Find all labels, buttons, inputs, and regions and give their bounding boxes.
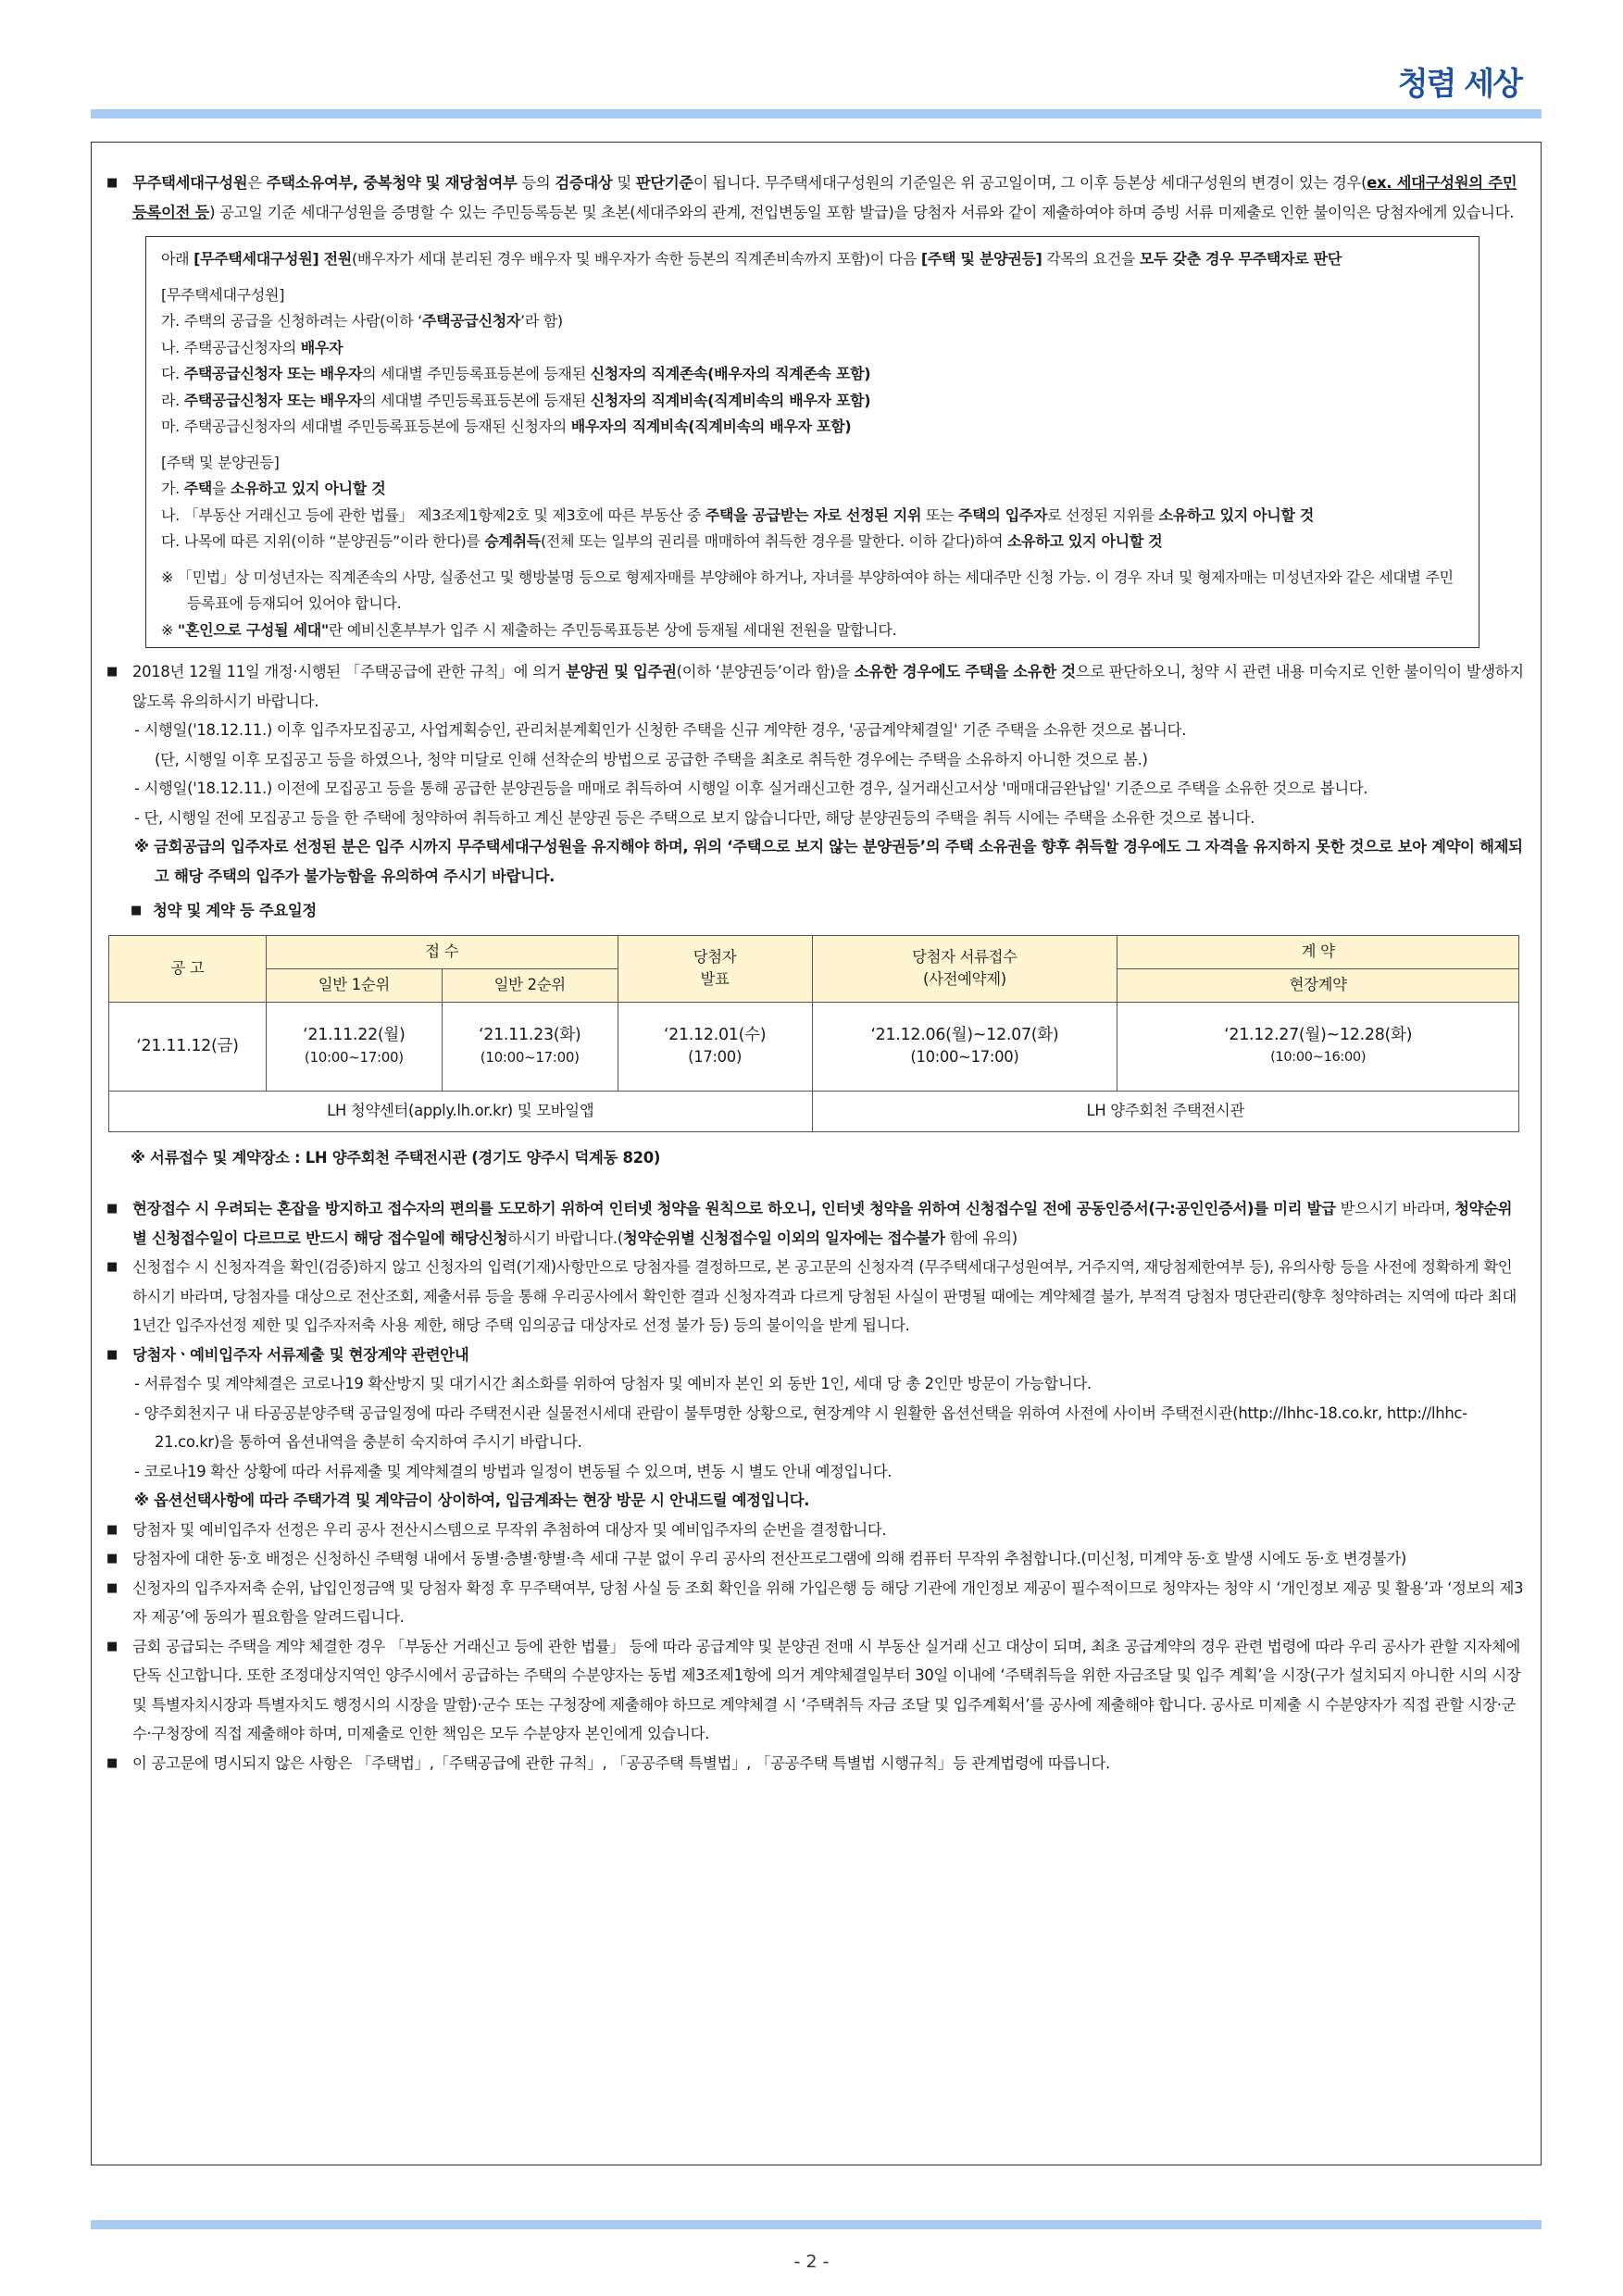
minor-note: ※ 「민법」상 미성년자는 직계존속의 사망, 실종선고 및 행방불명 등으로 형제자매를 부양해야 하거나, 자녀를 부양하여야 하는 세대주만 신청 가능. 이 경우 자녀 및 형제자매는 미성년자와 같은 세대별 주민등록표에 등재되어 있어야 합니다. bbox=[161, 568, 1454, 612]
header-accent-bar bbox=[91, 109, 1542, 119]
lottery-paragraph: ■ 당첨자 및 예비입주자 선정은 우리 공사 전산시스템으로 무작위 추첨하여 대상자 및 예비입주자의 순번을 결정합니다. bbox=[106, 1516, 1526, 1545]
footer-accent-bar bbox=[91, 2220, 1542, 2229]
header-onsite: 현장계약 bbox=[1117, 968, 1519, 1002]
rule-2018-item: (단, 시행일 이후 모집공고 등을 하였으나, 청약 미달로 인해 선착순의 방법으로 공급한 주택을 최초로 취득한 경우에는 주택을 소유하지 아니한 것으로 봄.) bbox=[155, 750, 1148, 768]
closing-paragraph: ■ 이 공고문에 명시되지 않은 사항은 「주택법」,「주택공급에 관한 규칙」, 「공공주택 특별법」, 「공공주택 특별법 시행규칙」등 관계법령에 따릅니다. bbox=[106, 1749, 1526, 1778]
schedule-table bbox=[108, 935, 1519, 1132]
criteria-item: 나. 「부동산 거래신고 등에 관한 법률」 제3조제1항제2호 및 제3호에 따른 부동산 중 주택을 공급받는 자로 선정된 지위 또는 주택의 입주자로 선정된 지위를 소유하고 있지 아니할 것 bbox=[161, 505, 1315, 524]
rule-2018-paragraph: ■ 2018년 12월 11일 개정·시행된 「주택공급에 관한 규칙」에 의거 분양권 및 입주권(이하 ‘분양권등’이라 함)을 소유한 경우에도 주택을 소유한 것으로 판단하오니, 청약 시 관련 내용 미숙지로 인한 불이익이 발생하지 않도록 유의하시기 바랍니다. bbox=[106, 657, 1526, 716]
housing-section-title: [주택 및 분양권등] bbox=[161, 453, 280, 471]
household-member-paragraph: ■ 무주택세대구성원은 주택소유여부, 중복청약 및 재당첨여부 등의 검증대상 및 판단기준이 됩니다. 무주택세대구성원의 기준일은 위 공고일이며, 그 이후 등본상 세대구성원의 변경이 있는 경우(ex. 세대구성원의 주민등록이전 등) 공고일 기준 세대구성원을 증명할 수 있는 주민등록등본 및 초본(세대주와의 관계, 전입변동일 포함 발급)을 당첨자 서류와 같이 제출하여야 하며 증빙 서류 미제출로 인한 불이익은 당첨자에게 있습니다. bbox=[106, 168, 1526, 227]
homeless-criteria-box bbox=[145, 236, 1479, 648]
guide-title: ■ 당첨자ㆍ예비입주자 서류제출 및 현장계약 관련안내 bbox=[106, 1341, 1526, 1370]
box-lead: 아래 [무주택세대구성원] 전원(배우자가 세대 분리된 경우 배우자 및 배우자가 속한 등본의 직계존비속까지 포함)이 다음 [주택 및 분양권등] 각목의 요건을 모두 갖춘 경우 무주택자로 판단 bbox=[161, 250, 1342, 268]
onsite-receipt-paragraph: ■ 현장접수 시 우려되는 혼잡을 방지하고 접수자의 편의를 도모하기 위하여 인터넷 청약을 원칙으로 하오니, 인터넷 청약을 위하여 신청접수일 전에 공동인증서(구:공인인증서)를 미리 발급 받으시기 바라며, 청약순위별 신청접수일이 다르므로 반드시 해당 접수일에 해당신청하시기 바랍니다.(청약순위별 신청접수일 이외의 일자에는 접수불가 함에 유의) bbox=[106, 1194, 1526, 1253]
winner-cell: ‘21.12.01(수) (17:00) bbox=[618, 1002, 812, 1091]
header-docs: 당첨자 서류접수 (사전예약제) bbox=[812, 935, 1117, 1002]
criteria-item: 다. 나목에 따른 지위(이하 “분양권등”이라 한다)를 승계취득(전체 또는 일부의 권리를 매매하여 취득한 경우를 말한다. 이하 같다)하여 소유하고 있지 아니할 것 bbox=[161, 532, 1163, 550]
notice-frame bbox=[91, 142, 1542, 2165]
rule-2018-item: - 단, 시행일 전에 모집공고 등을 한 주택에 청약하여 취득하고 계신 분양권 등은 주택으로 보지 않습니다만, 해당 분양권등의 주택을 취득 시에는 주택을 소유한 것으로 봅니다. bbox=[134, 808, 1255, 827]
unit-assignment-paragraph: ■ 당첨자에 대한 동·호 배정은 신청하신 주택형 내에서 동별·층별·향별·측 세대 구분 없이 우리 공사의 전산프로그램에 의해 컴퓨터 무작위 추첨합니다.(미신청, 미계약 동·호 발생 시에도 동·호 변경불가) bbox=[106, 1544, 1526, 1574]
site-note: ※ 서류접수 및 계약장소 : LH 양주회천 주택전시관 (경기도 양주시 덕계동 820) bbox=[131, 1148, 661, 1167]
clean-world-logo bbox=[1398, 57, 1521, 104]
rule-2018-item: - 시행일('18.12.11.) 이전에 모집공고 등을 통해 공급한 분양권등을 매매로 취득하여 시행일 이후 실거래신고한 경우, 실거래신고서상 '매매대금완납일' 기준으로 주택을 소유한 것으로 봅니다. bbox=[134, 780, 1368, 797]
criteria-item: 라. 주택공급신청자 또는 배우자의 세대별 주민등록표등본에 등재된 신청자의 직계비속(직계비속의 배우자 포함) bbox=[161, 391, 871, 409]
newlywed-note: ※ "혼인으로 구성될 세대"란 예비신혼부부가 입주 시 제출하는 주민등록표등본 상에 등재될 세대원 전원을 말합니다. bbox=[161, 620, 897, 639]
privacy-paragraph: ■ 신청자의 입주자저축 순위, 납입인정금액 및 당첨자 확정 후 무주택여부, 당첨 사실 등 조회 확인을 위해 가입은행 등 해당 기관에 개인정보 제공이 필수적이므로 청약자는 청약 시 ‘개인정보 제공 및 활용’과 ‘정보의 제3자 제공’에 동의가 필요함을 알려드립니다. bbox=[106, 1574, 1526, 1632]
header-rank1: 일반 1순위 bbox=[266, 968, 442, 1002]
guide-item: - 코로나19 확산 상황에 따라 서류제출 및 계약체결의 방법과 일정이 변동될 수 있으며, 변동 시 별도 안내 예정입니다. bbox=[134, 1462, 893, 1480]
guide-item: - 양주회천지구 내 타공공분양주택 공급일정에 따라 주택전시관 실물전시세대 관람이 불투명한 상황으로, 현장계약 시 원활한 옵션선택을 위하여 사전에 사이버 주택전시관(http://lhhc-18.co.kr, http://lhhc-21.co.kr)을 통하여 옵션내역을 충분히 숙지하여 주시기 바랍니다. bbox=[134, 1404, 1467, 1451]
header-receipt: 접 수 bbox=[266, 935, 618, 968]
rule-2018-item: - 시행일('18.12.11.) 이후 입주자모집공고, 사업계획승인, 관리처분계획인가 신청한 주택을 신규 계약한 경우, '공급계약체결일' 기준 주택을 소유한 것으로 봅니다. bbox=[134, 721, 1187, 739]
docs-cell: ‘21.12.06(월)~12.07(화) (10:00~17:00) bbox=[812, 1002, 1117, 1091]
notice-date: ‘21.11.12(금) bbox=[109, 1002, 267, 1091]
site-channel: LH 양주회천 주택전시관 bbox=[812, 1091, 1519, 1131]
criteria-item: 가. 주택의 공급을 신청하려는 사람(이하 ‘주택공급신청자’라 함) bbox=[161, 312, 563, 330]
rank1-cell: ‘21.11.22(월) (10:00~17:00) bbox=[266, 1002, 442, 1091]
criteria-item: 나. 주택공급신청자의 배우자 bbox=[161, 338, 343, 356]
household-section-title: [무주택세대구성원] bbox=[161, 285, 285, 304]
rank2-cell: ‘21.11.23(화) (10:00~17:00) bbox=[442, 1002, 618, 1091]
guide-note: ※ 옵션선택사항에 따라 주택가격 및 계약금이 상이하여, 입금계좌는 현장 방문 시 안내드릴 예정입니다. bbox=[134, 1491, 810, 1509]
logo-text: 청렴 세상 bbox=[1397, 65, 1521, 103]
verification-paragraph: ■ 신청접수 시 신청자격을 확인(검증)하지 않고 신청자의 입력(기재)사항만으로 당첨자를 결정하므로, 본 공고문의 신청자격 (무주택세대구성원여부, 거주지역, 재당첨제한여부 등), 유의사항 등을 사전에 정확하게 확인하시기 바라며, 당첨자를 대상으로 전산조회, 제출서류 등을 통해 우리공사에서 확인한 결과 신청자격과 다르게 당첨된 사실이 판명될 때에는 계약체결 불가, 부적격 당첨자 명단관리(향후 청약하려는 지역에 따라 최대 1년간 입주자선정 제한 및 입주자저축 사용 제한, 해당 주택 임의공급 대상자로 선정 불가 등) 등의 불이익을 받게 됩니다. bbox=[106, 1253, 1526, 1341]
header-notice: 공 고 bbox=[109, 935, 267, 1002]
header-winner: 당첨자 발표 bbox=[618, 935, 812, 1002]
online-channel: LH 청약센터(apply.lh.or.kr) 및 모바일앱 bbox=[109, 1091, 813, 1131]
criteria-item: 마. 주택공급신청자의 세대별 주민등록표등본에 등재된 신청자의 배우자의 직계비속(직계비속의 배우자 포함) bbox=[161, 418, 852, 435]
criteria-item: 가. 주택을 소유하고 있지 아니할 것 bbox=[161, 480, 386, 497]
schedule-title: ■ 청약 및 계약 등 주요일정 bbox=[131, 896, 1526, 926]
criteria-item: 다. 주택공급신청자 또는 배우자의 세대별 주민등록표등본에 등재된 신청자의 직계존속(배우자의 직계존속 포함) bbox=[161, 365, 871, 382]
header-rank2: 일반 2순위 bbox=[442, 968, 618, 1002]
page-number: - 2 - bbox=[793, 2252, 830, 2272]
notice-content bbox=[106, 168, 1526, 1778]
contract-cell: ‘21.12.27(월)~12.28(화) (10:00~16:00) bbox=[1117, 1002, 1519, 1091]
guide-item: - 서류접수 및 계약체결은 코로나19 확산방지 및 대기시간 최소화를 위하여 당첨자 및 예비자 본인 외 동반 1인, 세대 당 총 2인만 방문이 가능합니다. bbox=[134, 1375, 1092, 1392]
rule-2018-note: ※ 금회공급의 입주자로 선정된 분은 입주 시까지 무주택세대구성원을 유지해야 하며, 위의 ‘주택으로 보지 않는 분양권등’의 주택 소유권을 향후 취득할 경우에도 그 자격을 유지하지 못한 것으로 보아 계약이 해제되고 해당 주택의 입주가 불가능함을 유의하여 주시기 바랍니다. bbox=[134, 838, 1523, 885]
real-transaction-report-paragraph: ■ 금회 공급되는 주택을 계약 체결한 경우 「부동산 거래신고 등에 관한 법률」 등에 따라 공급계약 및 분양권 전매 시 부동산 실거래 신고 대상이 되며, 최초 공급계약의 경우 관련 법령에 따라 우리 공사가 관할 지자체에 단독 신고합니다. 또한 조정대상지역인 양주시에서 공급하는 주택의 수분양자는 동법 제3조제1항에 의거 계약체결일부터 30일 이내에 ‘주택취득을 위한 자금조달 및 입주 계획’을 시장(구가 설치되지 아니한 시의 시장 및 특별자치시장과 특별자치도 행정시의 시장을 말함)·군수 또는 구청장에 제출해야 하므로 계약체결 시 ‘주택취득 자금 조달 및 입주계획서’를 공사에 제출해야 합니다. 공사로 미제출 시 수분양자가 직접 관할 시장·군수·구청장에 직접 제출해야 하며, 미제출로 인한 책임은 모두 수분양자 본인에게 있습니다. bbox=[106, 1632, 1526, 1749]
header-contract: 계 약 bbox=[1117, 935, 1519, 968]
